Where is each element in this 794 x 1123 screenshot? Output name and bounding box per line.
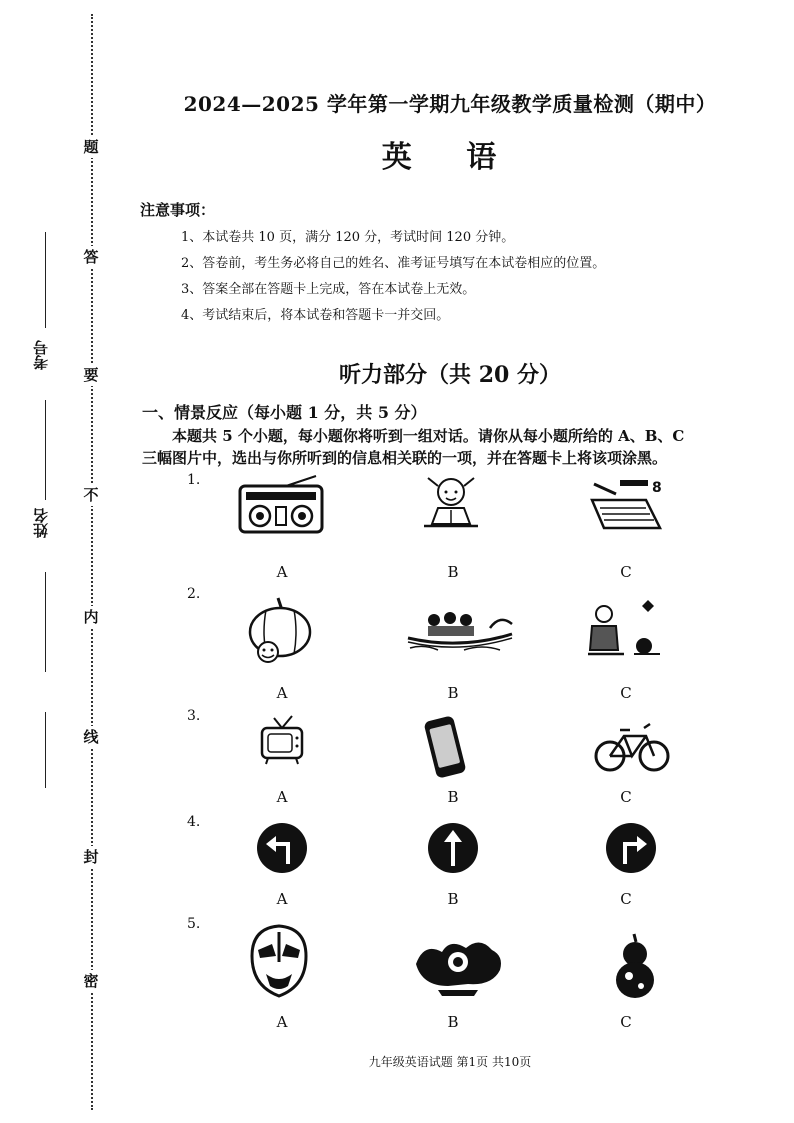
desk-study-icon[interactable]: [586, 474, 666, 534]
option-label: B: [447, 1013, 459, 1031]
option-label: A: [276, 890, 288, 908]
listening-heading: 听力部分（共 20 分）: [339, 362, 561, 388]
option-label: C: [620, 684, 632, 702]
seal-char: 封: [80, 846, 102, 868]
id-number-blank: [45, 232, 46, 328]
note-item: 1、本试卷共 10 页，满分 120 分，考试时间 120 分钟。: [181, 230, 515, 245]
go-straight-sign-icon[interactable]: [427, 822, 479, 874]
dragon-boat-icon[interactable]: [404, 598, 516, 654]
option-label: B: [447, 788, 459, 806]
seal-char: 密: [80, 970, 102, 992]
svg-text:8: 8: [652, 480, 662, 496]
name-label: 姓名: [32, 508, 50, 538]
seal-char: 线: [80, 726, 102, 748]
seal-char: 内: [80, 606, 102, 628]
part1-title: 一、情景反应（每小题 1 分，共 5 分）: [142, 403, 427, 422]
question-number: 3.: [187, 708, 201, 724]
question-number: 2.: [187, 586, 201, 602]
television-icon[interactable]: [258, 714, 306, 766]
option-label: B: [447, 890, 459, 908]
option-label: A: [276, 563, 288, 581]
note-item: 3、答案全部在答题卡上完成，答在本试卷上无效。: [181, 282, 476, 297]
note-item: 4、考试结束后，将本试卷和答题卡一并交回。: [181, 308, 450, 323]
seal-char: 不: [80, 484, 102, 506]
option-label: A: [276, 788, 288, 806]
id-number-label: 考号: [32, 340, 50, 370]
blank-line: [45, 572, 46, 672]
page-footer: 九年级英语试题 第1页 共10页: [368, 1055, 532, 1069]
question-number: 5.: [187, 916, 201, 932]
blank-line: [45, 712, 46, 788]
option-label: C: [620, 890, 632, 908]
girl-reading-icon[interactable]: [418, 474, 484, 532]
instruction-line: 本题共 5 个小题，每小题你将听到一组对话。请你从每小题所给的 A、B、C: [172, 427, 685, 445]
note-item: 2、答卷前，考生务必将自己的姓名、准考证号填写在本试卷相应的位置。: [181, 256, 606, 271]
option-label: C: [620, 788, 632, 806]
bicycle-icon[interactable]: [594, 716, 670, 774]
gourd-icon[interactable]: [610, 932, 660, 1002]
option-label: B: [447, 563, 459, 581]
paper-cutting-icon[interactable]: [408, 934, 508, 998]
mobile-phone-icon[interactable]: [420, 714, 470, 780]
pumpkin-icon[interactable]: [244, 590, 316, 668]
notes-heading: 注意事项：: [140, 201, 216, 219]
opera-mask-icon[interactable]: [248, 922, 310, 1000]
option-label: C: [620, 563, 632, 581]
instruction-line: 三幅图片中，选出与你所听到的信息相关联的一项，并在答题卡上将该项涂黑。: [142, 449, 668, 467]
exam-title: 2024—2025 学年第一学期九年级教学质量检测（期中）: [183, 92, 717, 116]
seal-char: 要: [80, 364, 102, 386]
turn-right-sign-icon[interactable]: [605, 822, 657, 874]
option-label: A: [276, 1013, 288, 1031]
radio-icon[interactable]: [236, 474, 328, 536]
seal-char: 答: [80, 246, 102, 268]
seal-line: [91, 14, 93, 1110]
turn-left-sign-icon[interactable]: [256, 822, 308, 874]
name-blank: [45, 400, 46, 500]
family-scene-icon[interactable]: [574, 592, 670, 664]
option-label: A: [276, 684, 288, 702]
exam-subject: 英 语: [381, 140, 519, 175]
question-number: 4.: [187, 814, 201, 830]
option-label: B: [447, 684, 459, 702]
seal-char: 题: [80, 136, 102, 158]
option-label: C: [620, 1013, 632, 1031]
question-number: 1.: [187, 472, 201, 488]
